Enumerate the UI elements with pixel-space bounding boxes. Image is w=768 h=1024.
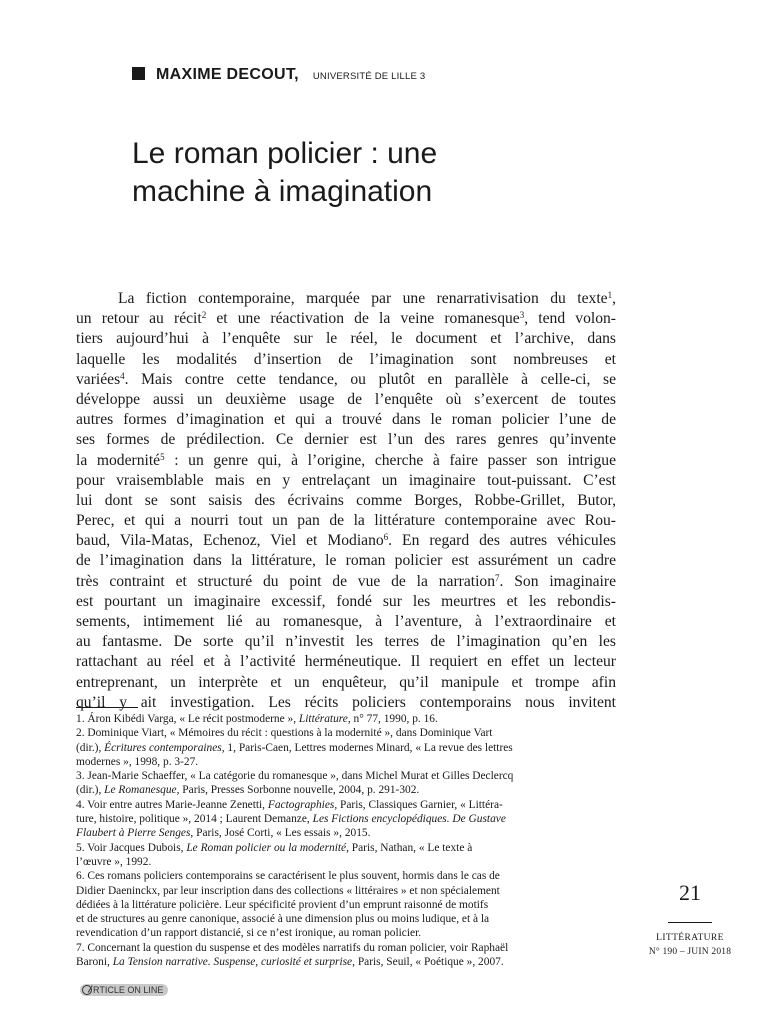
footnote-line: ture, histoire, politique », 2014 ; Laurent Demanze, Les Fictions encyclopédiques. De Gustave (76, 813, 506, 826)
journal-name: LITTÉRATURE (656, 933, 724, 943)
footnote-divider (76, 707, 138, 708)
body-line: Perec, et qui a nourri tout un pan de la littérature contemporaine avec Rou- (76, 512, 616, 530)
footnote-line: 7. Concernant la question du suspense et des modèles narratifs du roman policier, voir Raphaël (76, 941, 509, 954)
article-online-label: RTICLE ON LINE (93, 985, 164, 995)
body-line: de l’imagination dans la littérature, le roman policier est assurément un cadre (76, 552, 616, 570)
title-line: machine à imagination (132, 175, 433, 208)
sidebar-divider (668, 922, 712, 923)
body-line: rattachant au réel et à l’activité herméneutique. Il requiert en effet un lecteur (76, 653, 616, 671)
footnote-line: modernes », 1998, p. 3-27. (76, 755, 199, 768)
article-title (132, 135, 652, 211)
body-text (76, 289, 616, 713)
body-line: développe aussi un deuxième usage de l’enquête où s’exercent de toutes (76, 390, 616, 408)
author-name: MAXIME DECOUT, (156, 66, 299, 83)
author-header (132, 66, 425, 88)
body-line: qu’il y ait investigation. Les récits policiers contemporains nous invitent (76, 693, 616, 711)
body-line: entreprenant, un interprète et un enquêteur, qu’il manipule et trompe afin (76, 673, 616, 691)
body-line: pour vraisemblable mais en y entrelaçant un imaginaire tout-puissant. C’est (76, 471, 616, 489)
author-affiliation: UNIVERSITÉ DE LILLE 3 (312, 71, 426, 82)
body-line: variées$^4$. Mais contre cette tendance, ou plutôt en parallèle à celle-ci, se (76, 370, 616, 388)
body-line: baud, Vila-Matas, Echenoz, Viel et Modiano$^6$. En regard des autres véhicules (76, 532, 616, 550)
article-online-badge[interactable] (80, 984, 168, 996)
footnote-line: Baroni, La Tension narrative. Suspense, curiosité et surprise, Paris, Seuil, « Poétique », 2007. (76, 956, 504, 969)
footnote-line: Didier Daeninckx, par leur inscription dans des collections « littéraires » et non spécialement (76, 884, 500, 897)
body-line: lui dont se sont saisis des écrivains comme Borges, Robbe-Grillet, Butor, (76, 491, 616, 509)
footnote-line: l’œuvre », 1992. (76, 855, 152, 868)
footnote-line: (dir.), Écritures contemporaines, 1, Paris-Caen, Lettres modernes Minard, « La revue des lettres (76, 741, 513, 754)
footnote-line: revendication d’un rapport distancié, si ce n’est ironique, au roman policier. (76, 927, 422, 940)
footnote-line: 1. Áron Kibédi Varga, « Le récit postmoderne », Littérature, n° 77, 1990, p. 16. (76, 713, 438, 725)
footnote-line: 2. Dominique Viart, « Mémoires du récit : questions à la modernité », dans Dominique Vart (76, 727, 493, 740)
footnote-line: 6. Ces romans policiers contemporains se caractérisent le plus souvent, hormis dans le cas de (76, 870, 500, 883)
body-line: La fiction contemporaine, marquée par une renarrativisation du texte$^1$, (118, 290, 616, 307)
journal-issue: N° 190 – JUIN 2018 (648, 947, 732, 957)
body-line: un retour au récit$^2$ et une réactivation de la veine romanesque$^3$, tend volon- (76, 310, 616, 328)
body-line: est pourtant un imaginaire excessif, fondé sur les meurtres et les rebondis- (76, 592, 616, 610)
footnotes (76, 712, 616, 969)
article-online-logo-icon (82, 985, 92, 995)
body-line: au fantasme. De sorte qu’il n’investit les terres de l’imagination qu’en les (76, 633, 616, 651)
body-line: très contraint et structuré du point de vue de la narration$^7$. Son imaginaire (76, 572, 616, 590)
footnote-line: et de structures au genre canonique, associé à une dimension plus ou moins ludique, et à la (76, 913, 490, 926)
body-line: autres formes d’imagination et qui a trouvé dans le roman policier l’une de (76, 411, 616, 429)
footnote-line: 3. Jean-Marie Schaeffer, « La catégorie du romanesque », dans Michel Murat et Gilles Declercq (76, 770, 514, 783)
body-line: sements, intimement lié au romanesque, à l’aventure, à l’extraordinaire et (76, 613, 616, 630)
body-line: ses formes de prédilection. Ce dernier est l’un des rares genres qu’invente (76, 431, 616, 449)
body-line: tiers aujourd’hui à l’enquête sur le réel, le document et l’archive, dans (76, 330, 616, 348)
title-line: Le roman policier : une (132, 137, 438, 170)
footnote-line: 5. Voir Jacques Dubois, Le Roman policier ou la modernité, Paris, Nathan, « Le texte à (76, 841, 473, 854)
page-number: 21 (679, 880, 701, 905)
footnote-line: Flaubert à Pierre Senges, Paris, José Corti, « Les essais », 2015. (76, 827, 371, 840)
body-line: laquelle les modalités d’insertion de l’imagination sont nombreuses et (76, 350, 616, 368)
footnote-line: 4. Voir entre autres Marie-Jeanne Zenetti, Factographies, Paris, Classiques Garnier, « Littéra- (76, 798, 503, 811)
body-line: la modernité$^5$ : un genre qui, à l’origine, cherche à faire passer son intrigue (76, 451, 616, 469)
footnote-line: (dir.), Le Romanesque, Paris, Presses Sorbonne nouvelle, 2004, p. 291-302. (76, 784, 420, 797)
bullet-square-icon (132, 67, 145, 80)
footnote-line: dédiées à la littérature policière. Leur spécificité provient d’un emprunt raisonné de motifs (76, 898, 489, 911)
